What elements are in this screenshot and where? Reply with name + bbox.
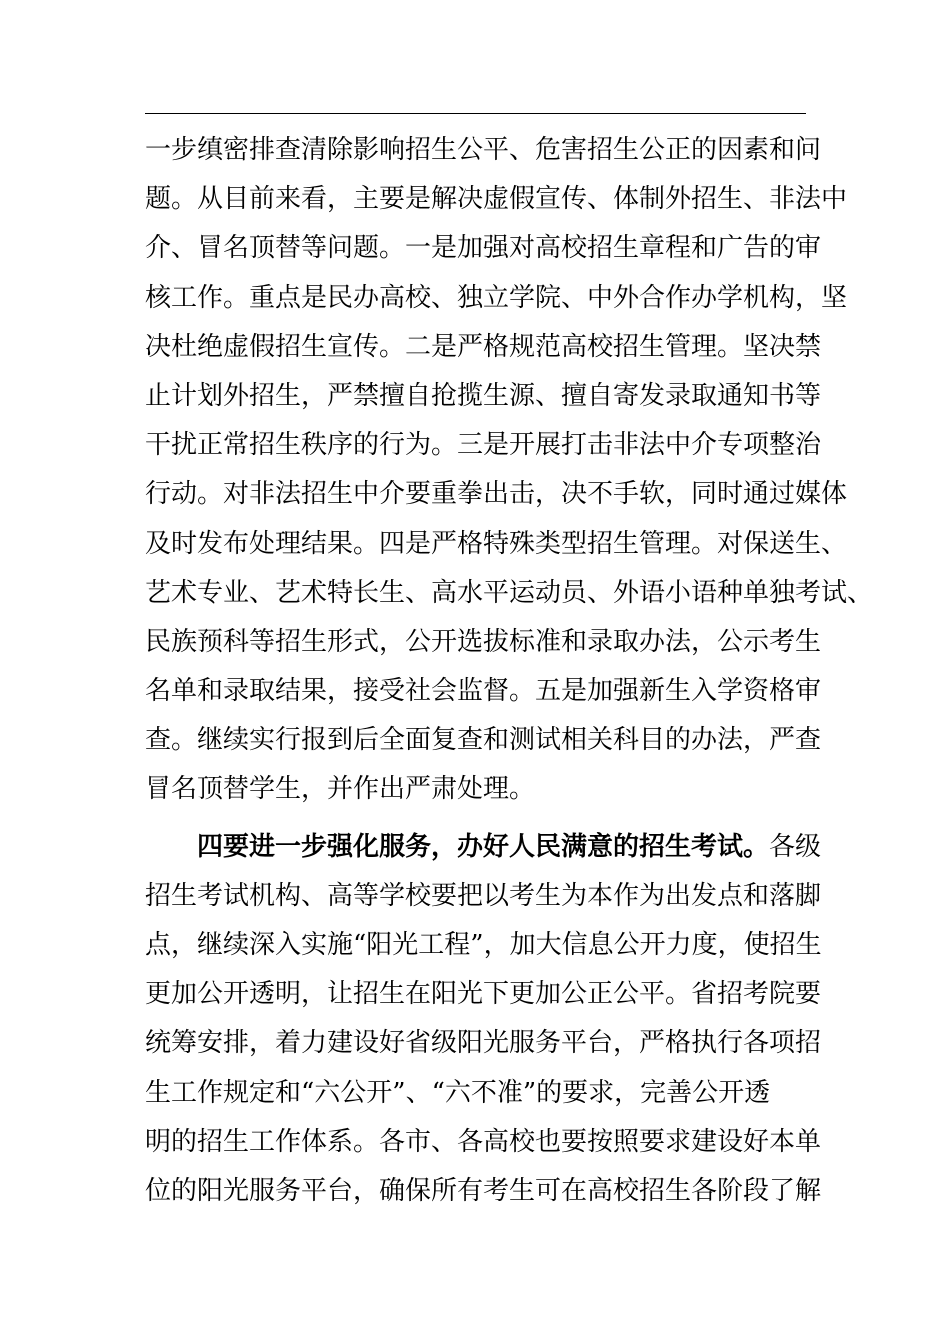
header-rule (145, 113, 806, 114)
text-line: 及时发布处理结果。四是严格特殊类型招生管理。对保送生、 (145, 528, 848, 559)
text-line: 冒名顶替学生，并作出严肃处理。 (145, 774, 536, 805)
text-line: 核工作。重点是民办高校、独立学院、中外合作办学机构，坚 (145, 282, 848, 313)
text-line: 更加公开透明，让招生在阳光下更加公正公平。省招考院要 (145, 979, 822, 1010)
text-line: 干扰正常招生秩序的行为。三是开展打击非法中介专项整治 (145, 430, 822, 461)
text-line: 民族预科等招生形式，公开选拔标准和录取办法，公示考生 (145, 626, 822, 657)
text-line: 生工作规定和“六公开”、“六不准”的要求，完善公开透 (145, 1077, 771, 1108)
paragraph-gap (145, 815, 810, 823)
text-line: 位的阳光服务平台，确保所有考生可在高校招生各阶段了解 (145, 1175, 822, 1206)
text-line: 题。从目前来看，主要是解决虚假宣传、体制外招生、非法中 (145, 184, 848, 215)
text-line: 招生考试机构、高等学校要把以考生为本作为出发点和落脚 (145, 880, 822, 911)
text-line: 查。继续实行报到后全面复查和测试相关科目的办法，严查 (145, 725, 822, 756)
text-run: 各级 (769, 831, 822, 862)
text-line: 行动。对非法招生中介要重拳出击，决不手软，同时通过媒体 (145, 479, 848, 510)
paragraph-1 (145, 126, 874, 815)
text-line: 点，继续深入实施“阳光工程”，加大信息公开力度，使招生 (145, 930, 822, 960)
text-line: 决杜绝虚假招生宣传。二是严格规范高校招生管理。坚决禁 (145, 331, 822, 362)
text-line: 统筹安排，着力建设好省级阳光服务平台，严格执行各项招 (145, 1028, 822, 1059)
text-line: 名单和录取结果，接受社会监督。五是加强新生入学资格审 (145, 676, 822, 707)
paragraph-heading: 四要进一步强化服务，办好人民满意的招生考试。 (197, 831, 770, 862)
text-line: 一步缜密排查清除影响招生公平、危害招生公正的因素和问 (145, 135, 822, 165)
text-line: 止计划外招生，严禁擅自抢揽生源、擅自寄发录取通知书等 (145, 380, 822, 411)
paragraph-2-first-line (145, 823, 822, 872)
text-line: 明的招生工作体系。各市、各高校也要按照要求建设好本单 (145, 1126, 822, 1157)
paragraph-2 (145, 823, 822, 1217)
text-line: 艺术专业、艺术特长生、高水平运动员、外语小语种单独考试、 (145, 577, 874, 608)
document-body (145, 126, 874, 1216)
text-line: 介、冒名顶替等问题。一是加强对高校招生章程和广告的审 (145, 233, 822, 264)
